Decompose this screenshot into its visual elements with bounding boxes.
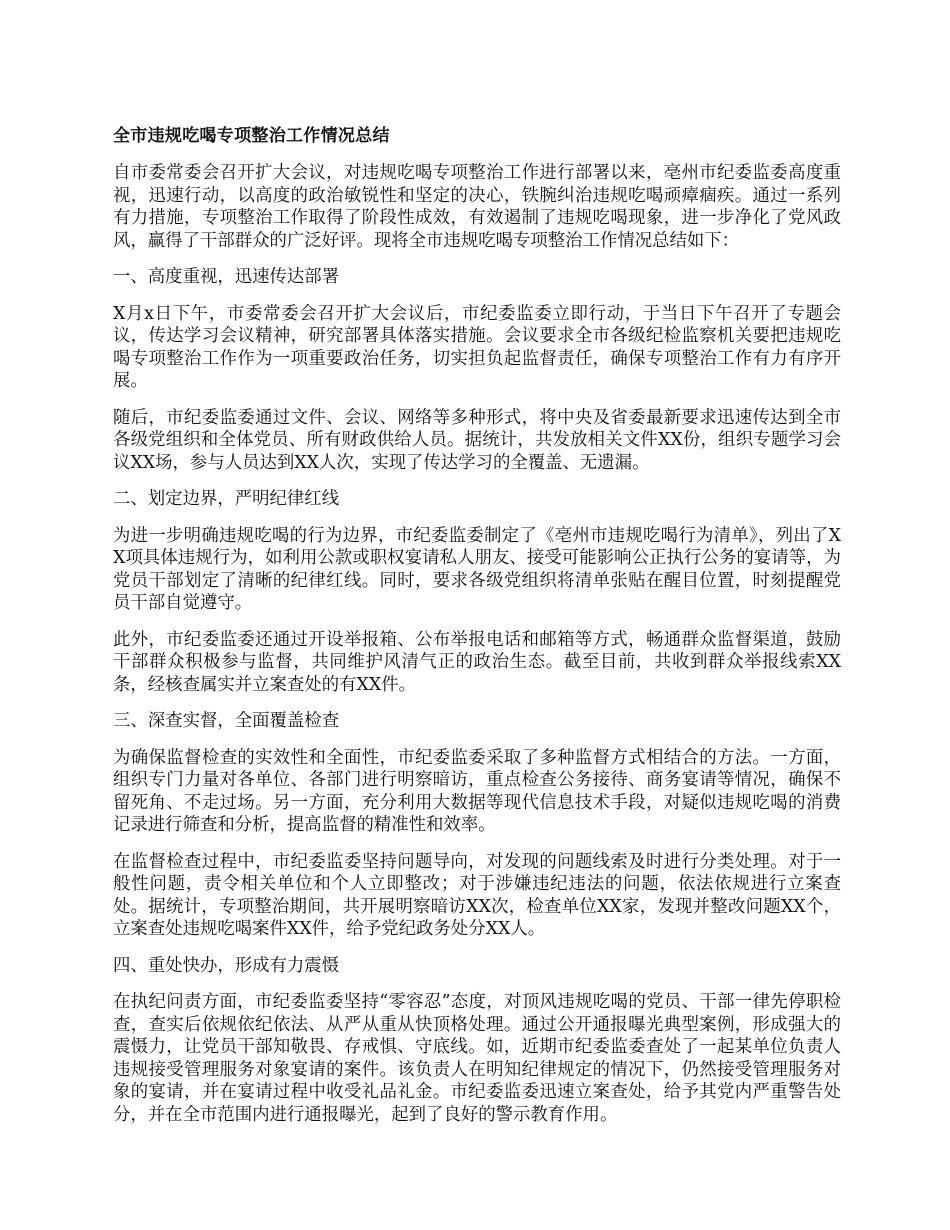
section-paragraph: 随后，市纪委监委通过文件、会议、网络等多种形式，将中央及省委最新要求迅速传达到全市各级党组织和全体党员、所有财政供给人员。据统计，共发放相关文件XX份，组织专题学习会议XX场，参与人员达到XX人次，实现了传达学习的全覆盖、无遗漏。 <box>113 407 841 473</box>
section-paragraph: 为确保监督检查的实效性和全面性，市纪委监委采取了多种监督方式相结合的方法。一方面，组织专门力量对各单位、各部门进行明察暗访，重点检查公务接待、商务宴请等情况，确保不留死角、不走过场。另一方面，充分利用大数据等现代信息技术手段，对疑似违规吃喝的消费记录进行筛查和分析，提高监督的精准性和效率。 <box>113 747 841 835</box>
section-heading: 四、重处快办，形成有力震慑 <box>113 955 340 976</box>
section-paragraph: 为进一步明确违规吃喝的行为边界，市纪委监委制定了《亳州市违规吃喝行为清单》，列出了XX项具体违规行为，如利用公款或职权宴请私人朋友、接受可能影响公正执行公务的宴请等，为党员干部划定了清晰的纪律红线。同时，要求各级党组织将清单张贴在醒目位置，时刻提醒党员干部自觉遵守。 <box>113 525 841 613</box>
section-4 <box>113 955 841 1127</box>
intro-paragraph: 自市委常委会召开扩大会议，对违规吃喝专项整治工作进行部署以来，亳州市纪委监委高度重视，迅速行动，以高度的政治敏锐性和坚定的决心，铁腕纠治违规吃喝顽瘴痼疾。通过一系列有力措施，专项整治工作取得了阶段性成效，有效遏制了违规吃喝现象，进一步净化了党风政风，赢得了干部群众的广泛好评。现将全市违规吃喝专项整治工作情况总结如下： <box>113 163 841 251</box>
section-paragraph: X月x日下午，市委常委会召开扩大会议后，市纪委监委立即行动，于当日下午召开了专题会议，传达学习会议精神，研究部署具体落实措施。会议要求全市各级纪检监察机关要把违规吃喝专项整治工作作为一项重要政治任务，切实担负起监督责任，确保专项整治工作有力有序开展。 <box>113 303 841 391</box>
section-3 <box>113 710 841 941</box>
section-paragraph: 在监督检查过程中，市纪委监委坚持问题导向，对发现的问题线索及时进行分类处理。对于一般性问题，责令相关单位和个人立即整改；对于涉嫌违纪违法的问题，依法依规进行立案查处。据统计，专项整治期间，共开展明察暗访XX次，检查单位XX家，发现并整改问题XX个，立案查处违规吃喝案件XX件，给予党纪政务处分XX人。 <box>113 851 841 939</box>
section-heading: 三、深查实督，全面覆盖检查 <box>113 711 340 731</box>
document-page <box>113 124 841 1140</box>
section-paragraph: 在执纪问责方面，市纪委监委坚持“零容忍”态度，对顶风违规吃喝的党员、干部一律先停职检查，查实后依规依纪依法、从严从重从快顶格处理。通过公开通报曝光典型案例，形成强大的震慑力，让党员干部知敬畏、存戒惧、守底线。如，近期市纪委监委查处了一起某单位负责人违规接受管理服务对象宴请的案件。该负责人在明知纪律规定的情况下，仍然接受管理服务对象的宴请，并在宴请过程中收受礼品礼金。市纪委监委迅速立案查处，给予其党内严重警告处分，并在全市范围内进行通报曝光，起到了良好的警示教育作用。 <box>113 992 841 1125</box>
section-heading: 二、划定边界，严明纪律红线 <box>113 489 340 509</box>
section-heading: 一、高度重视，迅速传达部署 <box>113 267 340 287</box>
section-paragraph: 此外，市纪委监委还通过开设举报箱、公布举报电话和邮箱等方式，畅通群众监督渠道，鼓励干部群众积极参与监督，共同维护风清气正的政治生态。截至目前，共收到群众举报线索XX条，经核查属实并立案查处的有XX件。 <box>113 629 841 695</box>
section-1 <box>113 266 841 474</box>
document-title: 全市违规吃喝专项整治工作情况总结 <box>113 126 390 146</box>
section-2 <box>113 488 841 696</box>
